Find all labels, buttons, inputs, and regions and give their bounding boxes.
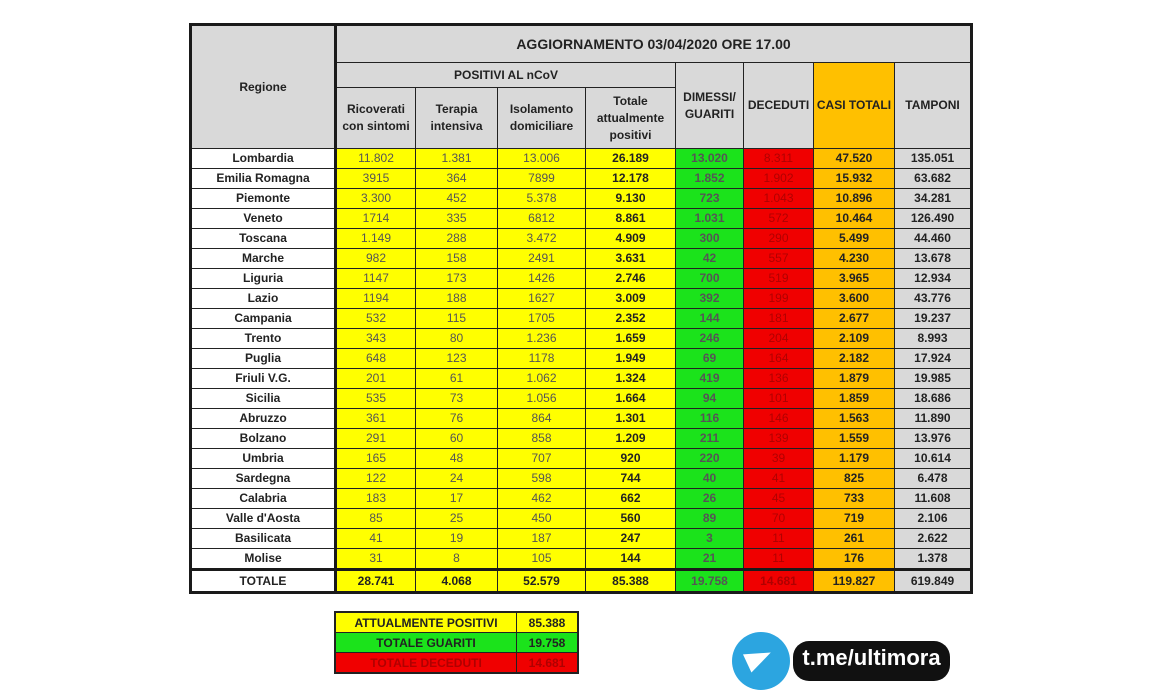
col-header: Isolamento domiciliare [498, 88, 586, 149]
data-cell: 700 [676, 269, 744, 289]
data-cell: 3.600 [814, 289, 895, 309]
region-name: Marche [191, 249, 336, 269]
data-cell: 2.182 [814, 349, 895, 369]
data-cell: 10.614 [895, 449, 972, 469]
data-cell: 25 [416, 509, 498, 529]
data-cell: 1.563 [814, 409, 895, 429]
data-cell: 8.993 [895, 329, 972, 349]
region-name: Molise [191, 549, 336, 570]
data-cell: 13.678 [895, 249, 972, 269]
data-cell: 1.949 [586, 349, 676, 369]
data-cell: 1.879 [814, 369, 895, 389]
data-cell: 21 [676, 549, 744, 570]
data-cell: 204 [744, 329, 814, 349]
paper-plane-icon [743, 643, 775, 672]
data-cell: 136 [744, 369, 814, 389]
total-cell: 4.068 [416, 570, 498, 593]
summary-row [335, 633, 578, 653]
region-name: Puglia [191, 349, 336, 369]
col-header: Terapia intensiva [416, 88, 498, 149]
summary-table [334, 611, 579, 674]
data-cell: 1.043 [744, 189, 814, 209]
data-cell: 1627 [498, 289, 586, 309]
data-cell: 1.324 [586, 369, 676, 389]
data-cell: 26.189 [586, 149, 676, 169]
data-cell: 648 [336, 349, 416, 369]
region-name: Emilia Romagna [191, 169, 336, 189]
data-cell: 13.020 [676, 149, 744, 169]
summary-label: ATTUALMENTE POSITIVI [335, 612, 517, 633]
table-row [191, 249, 972, 269]
table-row [191, 409, 972, 429]
data-cell: 452 [416, 189, 498, 209]
data-cell: 920 [586, 449, 676, 469]
data-cell: 47.520 [814, 149, 895, 169]
total-label: TOTALE [191, 570, 336, 593]
data-cell: 300 [676, 229, 744, 249]
region-name: Lombardia [191, 149, 336, 169]
summary-value: 14.681 [517, 653, 579, 674]
data-cell: 1147 [336, 269, 416, 289]
col-header: DECEDUTI [744, 63, 814, 149]
data-cell: 45 [744, 489, 814, 509]
data-cell: 1705 [498, 309, 586, 329]
data-cell: 707 [498, 449, 586, 469]
data-cell: 2.677 [814, 309, 895, 329]
data-cell: 744 [586, 469, 676, 489]
region-name: Calabria [191, 489, 336, 509]
summary-label: TOTALE DECEDUTI [335, 653, 517, 674]
region-name: Lazio [191, 289, 336, 309]
data-cell: 598 [498, 469, 586, 489]
data-cell: 11.802 [336, 149, 416, 169]
data-cell: 7899 [498, 169, 586, 189]
data-cell: 12.934 [895, 269, 972, 289]
data-cell: 723 [676, 189, 744, 209]
data-cell: 719 [814, 509, 895, 529]
data-cell: 1.381 [416, 149, 498, 169]
data-cell: 1.031 [676, 209, 744, 229]
data-cell: 76 [416, 409, 498, 429]
table-row [191, 209, 972, 229]
data-cell: 462 [498, 489, 586, 509]
data-cell: 187 [498, 529, 586, 549]
data-cell: 3.300 [336, 189, 416, 209]
data-cell: 1.664 [586, 389, 676, 409]
data-cell: 105 [498, 549, 586, 570]
data-cell: 201 [336, 369, 416, 389]
data-cell: 211 [676, 429, 744, 449]
data-cell: 1.902 [744, 169, 814, 189]
data-cell: 1.056 [498, 389, 586, 409]
data-cell: 864 [498, 409, 586, 429]
data-cell: 17 [416, 489, 498, 509]
data-cell: 3 [676, 529, 744, 549]
summary-row [335, 612, 578, 633]
data-cell: 535 [336, 389, 416, 409]
data-cell: 69 [676, 349, 744, 369]
data-cell: 18.686 [895, 389, 972, 409]
data-cell: 115 [416, 309, 498, 329]
data-cell: 3.631 [586, 249, 676, 269]
data-cell: 1194 [336, 289, 416, 309]
data-cell: 560 [586, 509, 676, 529]
data-cell: 44.460 [895, 229, 972, 249]
data-cell: 8.861 [586, 209, 676, 229]
data-cell: 3.009 [586, 289, 676, 309]
data-cell: 8.311 [744, 149, 814, 169]
data-cell: 80 [416, 329, 498, 349]
data-cell: 13.006 [498, 149, 586, 169]
data-cell: 532 [336, 309, 416, 329]
region-name: Basilicata [191, 529, 336, 549]
data-cell: 1.659 [586, 329, 676, 349]
data-cell: 13.976 [895, 429, 972, 449]
data-cell: 73 [416, 389, 498, 409]
data-cell: 61 [416, 369, 498, 389]
table-row [191, 489, 972, 509]
data-cell: 31 [336, 549, 416, 570]
data-cell: 1714 [336, 209, 416, 229]
data-cell: 261 [814, 529, 895, 549]
table-row [191, 509, 972, 529]
region-name: Toscana [191, 229, 336, 249]
data-cell: 733 [814, 489, 895, 509]
table-row [191, 229, 972, 249]
data-cell: 1.859 [814, 389, 895, 409]
data-cell: 6812 [498, 209, 586, 229]
data-cell: 392 [676, 289, 744, 309]
data-cell: 94 [676, 389, 744, 409]
data-cell: 825 [814, 469, 895, 489]
data-cell: 173 [416, 269, 498, 289]
data-cell: 220 [676, 449, 744, 469]
total-cell: 19.758 [676, 570, 744, 593]
table-row [191, 449, 972, 469]
region-name: Veneto [191, 209, 336, 229]
data-cell: 3.472 [498, 229, 586, 249]
data-cell: 40 [676, 469, 744, 489]
data-cell: 6.478 [895, 469, 972, 489]
data-cell: 85 [336, 509, 416, 529]
data-cell: 291 [336, 429, 416, 449]
covid-regional-table [189, 23, 973, 594]
table-row [191, 309, 972, 329]
summary-label: TOTALE GUARITI [335, 633, 517, 653]
data-cell: 176 [814, 549, 895, 570]
data-cell: 26 [676, 489, 744, 509]
region-name: Trento [191, 329, 336, 349]
table-row [191, 549, 972, 570]
data-cell: 5.499 [814, 229, 895, 249]
data-cell: 1.149 [336, 229, 416, 249]
data-cell: 9.130 [586, 189, 676, 209]
summary-row [335, 653, 578, 674]
data-cell: 2.746 [586, 269, 676, 289]
region-name: Sardegna [191, 469, 336, 489]
data-cell: 199 [744, 289, 814, 309]
data-cell: 48 [416, 449, 498, 469]
data-cell: 41 [744, 469, 814, 489]
telegram-link[interactable]: t.me/ultimora [793, 641, 950, 681]
data-cell: 39 [744, 449, 814, 469]
data-cell: 1.179 [814, 449, 895, 469]
data-cell: 70 [744, 509, 814, 529]
region-name: Liguria [191, 269, 336, 289]
region-header: Regione [191, 25, 336, 149]
data-cell: 335 [416, 209, 498, 229]
data-cell: 361 [336, 409, 416, 429]
data-cell: 11.608 [895, 489, 972, 509]
data-cell: 11 [744, 549, 814, 570]
data-cell: 24 [416, 469, 498, 489]
table-row [191, 389, 972, 409]
data-cell: 5.378 [498, 189, 586, 209]
table-row [191, 429, 972, 449]
region-name: Abruzzo [191, 409, 336, 429]
data-cell: 982 [336, 249, 416, 269]
data-cell: 101 [744, 389, 814, 409]
table-row [191, 169, 972, 189]
data-cell: 42 [676, 249, 744, 269]
data-cell: 11 [744, 529, 814, 549]
data-cell: 519 [744, 269, 814, 289]
data-cell: 1.378 [895, 549, 972, 570]
table-row [191, 529, 972, 549]
data-cell: 2491 [498, 249, 586, 269]
data-cell: 290 [744, 229, 814, 249]
summary-value: 85.388 [517, 612, 579, 633]
telegram-icon[interactable] [732, 632, 790, 690]
data-cell: 181 [744, 309, 814, 329]
data-cell: 2.109 [814, 329, 895, 349]
summary-value: 19.758 [517, 633, 579, 653]
total-cell: 28.741 [336, 570, 416, 593]
table-row [191, 269, 972, 289]
data-cell: 165 [336, 449, 416, 469]
total-cell: 14.681 [744, 570, 814, 593]
data-cell: 19.237 [895, 309, 972, 329]
data-cell: 1178 [498, 349, 586, 369]
data-cell: 19.985 [895, 369, 972, 389]
data-cell: 12.178 [586, 169, 676, 189]
data-cell: 343 [336, 329, 416, 349]
col-header: CASI TOTALI [814, 63, 895, 149]
data-cell: 11.890 [895, 409, 972, 429]
table-title: AGGIORNAMENTO 03/04/2020 ORE 17.00 [336, 25, 972, 63]
data-cell: 247 [586, 529, 676, 549]
col-header: DIMESSI/ GUARITI [676, 63, 744, 149]
data-cell: 419 [676, 369, 744, 389]
col-header: TAMPONI [895, 63, 972, 149]
data-cell: 10.464 [814, 209, 895, 229]
data-cell: 1.852 [676, 169, 744, 189]
data-cell: 144 [676, 309, 744, 329]
data-cell: 144 [586, 549, 676, 570]
data-cell: 4.230 [814, 249, 895, 269]
table-row [191, 189, 972, 209]
data-cell: 4.909 [586, 229, 676, 249]
region-name: Campania [191, 309, 336, 329]
data-cell: 15.932 [814, 169, 895, 189]
data-cell: 662 [586, 489, 676, 509]
data-cell: 158 [416, 249, 498, 269]
data-cell: 164 [744, 349, 814, 369]
region-name: Sicilia [191, 389, 336, 409]
data-cell: 63.682 [895, 169, 972, 189]
data-cell: 135.051 [895, 149, 972, 169]
data-cell: 183 [336, 489, 416, 509]
region-name: Friuli V.G. [191, 369, 336, 389]
data-cell: 2.622 [895, 529, 972, 549]
table-row [191, 149, 972, 169]
table-row [191, 349, 972, 369]
table-row [191, 369, 972, 389]
data-cell: 10.896 [814, 189, 895, 209]
data-cell: 1.209 [586, 429, 676, 449]
data-cell: 2.106 [895, 509, 972, 529]
data-cell: 557 [744, 249, 814, 269]
total-cell: 619.849 [895, 570, 972, 593]
table-row [191, 329, 972, 349]
data-cell: 188 [416, 289, 498, 309]
data-cell: 1.559 [814, 429, 895, 449]
data-cell: 123 [416, 349, 498, 369]
table-row [191, 469, 972, 489]
col-header: Ricoverati con sintomi [336, 88, 416, 149]
region-name: Piemonte [191, 189, 336, 209]
data-cell: 34.281 [895, 189, 972, 209]
region-name: Valle d'Aosta [191, 509, 336, 529]
data-cell: 2.352 [586, 309, 676, 329]
data-cell: 3915 [336, 169, 416, 189]
total-cell: 85.388 [586, 570, 676, 593]
total-cell: 119.827 [814, 570, 895, 593]
data-cell: 60 [416, 429, 498, 449]
data-cell: 116 [676, 409, 744, 429]
total-cell: 52.579 [498, 570, 586, 593]
data-cell: 1.301 [586, 409, 676, 429]
data-cell: 572 [744, 209, 814, 229]
data-cell: 41 [336, 529, 416, 549]
col-header: Totale attualmente positivi [586, 88, 676, 149]
data-cell: 139 [744, 429, 814, 449]
data-cell: 122 [336, 469, 416, 489]
data-cell: 1.062 [498, 369, 586, 389]
region-name: Umbria [191, 449, 336, 469]
data-cell: 8 [416, 549, 498, 570]
data-cell: 246 [676, 329, 744, 349]
data-cell: 17.924 [895, 349, 972, 369]
data-cell: 450 [498, 509, 586, 529]
data-cell: 858 [498, 429, 586, 449]
region-name: Bolzano [191, 429, 336, 449]
total-row [191, 570, 972, 593]
group-header: POSITIVI AL nCoV [336, 63, 676, 88]
data-cell: 89 [676, 509, 744, 529]
data-cell: 3.965 [814, 269, 895, 289]
data-cell: 146 [744, 409, 814, 429]
data-cell: 364 [416, 169, 498, 189]
table-row [191, 289, 972, 309]
data-cell: 19 [416, 529, 498, 549]
data-cell: 1.236 [498, 329, 586, 349]
data-cell: 288 [416, 229, 498, 249]
data-cell: 43.776 [895, 289, 972, 309]
data-cell: 1426 [498, 269, 586, 289]
data-cell: 126.490 [895, 209, 972, 229]
